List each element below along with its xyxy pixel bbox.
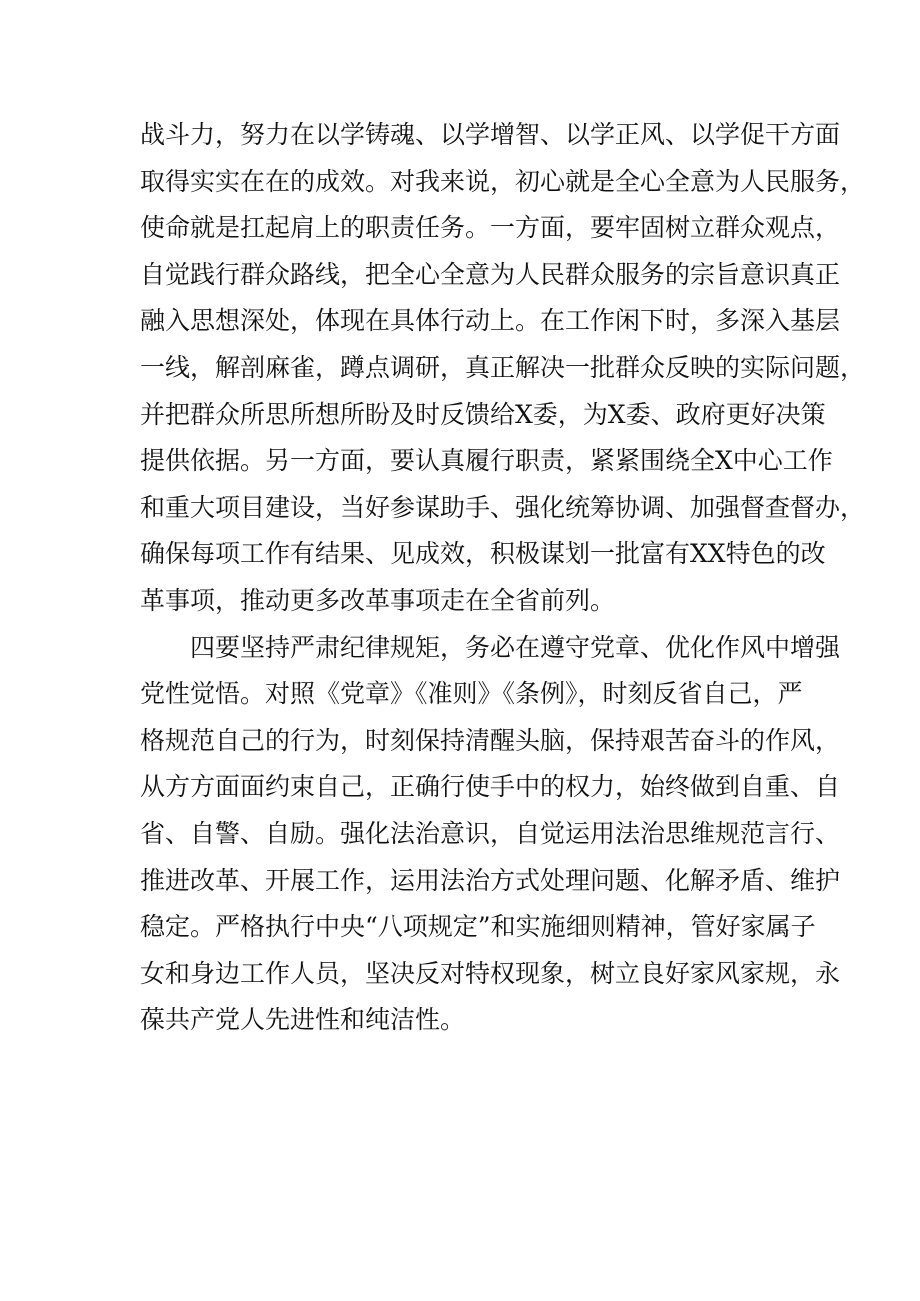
text-line: 并把群众所思所想所盼及时反馈给X委，为X委、政府更好决策 (140, 399, 826, 429)
text-line: 自觉践行群众路线，把全心全意为人民群众服务的宗旨意识真正 (140, 259, 841, 289)
text-line: 融入思想深处，体现在具体行动上。在工作闲下时，多深入基层 (140, 306, 841, 336)
text-line: 确保每项工作有结果、见成效，积极谋划一批富有XX特色的改 (140, 539, 826, 569)
document-body (140, 112, 866, 1044)
text-line: 稳定。严格执行中央“八项规定”和实施细则精神，管好家属子 (140, 912, 816, 942)
text-line: 女和身边工作人员，坚决反对特权现象，树立良好家风家规，永 (140, 958, 841, 988)
paragraph-1 (140, 112, 866, 625)
text-line: 推进改革、开展工作，运用法治方式处理问题、化解矛盾、维护 (140, 865, 841, 895)
text-line: 一线，解剖麻雀，蹲点调研，真正解决一批群众反映的实际问题， (140, 352, 866, 382)
text-line: 使命就是扛起肩上的职责任务。一方面，要牢固树立群众观点， (140, 213, 841, 243)
text-line: 战斗力，努力在以学铸魂、以学增智、以学正风、以学促干方面 (140, 120, 841, 149)
text-line: 格规范自己的行为，时刻保持清醒头脑，保持艰苦奋斗的作风， (140, 725, 841, 755)
paragraph-2 (140, 625, 841, 1044)
text-line: 革事项，推动更多改革事项走在全省前列。 (140, 585, 616, 615)
text-line: 提供依据。另一方面，要认真履行职责，紧紧围绕全X中心工作 (140, 446, 833, 476)
text-line: 省、自警、自励。强化法治意识，自觉运用法治思维规范言行、 (140, 818, 841, 848)
text-line: 取得实实在在的成效。对我来说，初心就是全心全意为人民服务， (140, 166, 866, 196)
text-line: 葆共产党人先进性和纯洁性。 (140, 1005, 466, 1035)
text-line: 党性觉悟。对照《党章》《准则》《条例》，时刻反省自己，严 (140, 679, 803, 709)
text-line: 四要坚持严肃纪律规矩，务必在遵守党章、优化作风中增强 (190, 632, 841, 662)
text-line: 从方方面面约束自己，正确行使手中的权力，始终做到自重、自 (140, 772, 841, 802)
text-line: 和重大项目建设，当好参谋助手、强化统筹协调、加强督查督办， (140, 492, 866, 522)
